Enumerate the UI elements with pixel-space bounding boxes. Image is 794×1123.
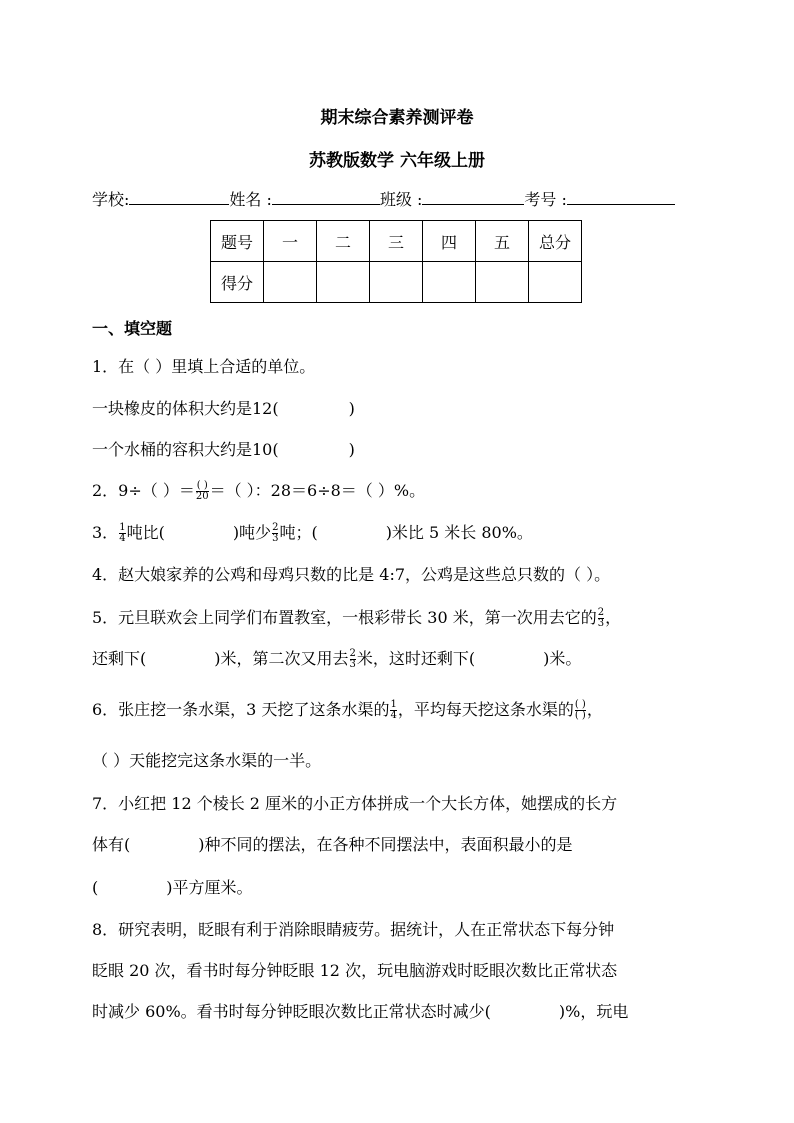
question-8-part-a: 时减少 60%。看书时每分钟眨眼次数比正常状态时减少( [92, 1002, 491, 1021]
question-1-stem: 1．在（ ）里填上合适的单位。 [92, 357, 316, 376]
question-5-fraction-2 [350, 649, 356, 670]
fraction-numerator: ( ) [196, 480, 208, 491]
score-input-cell[interactable] [476, 262, 529, 303]
question-6-fraction-1 [390, 700, 396, 721]
question-4: 4．赵大娘家养的公鸡和母鸡只数的比是 4:7，公鸡是这些总只数的（ ）。 [92, 565, 611, 584]
question-8-line-1: 8．研究表明，眨眼有利于消除眼睛疲劳。据统计，人在正常状态下每分钟 [92, 920, 615, 939]
question-3-part-4: )米比 5 米长 80%。 [385, 523, 533, 542]
question-7-line-1: 7．小红把 12 个棱长 2 厘米的小正方体拼成一个大长方体，她摆成的长方 [92, 794, 618, 813]
question-5-part-c: 米，这时还剩下( [356, 649, 476, 668]
class-field[interactable] [422, 186, 524, 205]
question-3-number: 3． [92, 523, 119, 542]
question-3-fraction-1 [119, 523, 125, 544]
fraction-denominator: 4 [119, 533, 126, 544]
question-7-part-c: ( [92, 878, 99, 897]
question-1b-text: 一个水桶的容积大约是10( [92, 440, 279, 459]
question-5-fraction-1 [598, 608, 604, 629]
fraction-numerator: 1 [119, 522, 126, 533]
question-7-part-d: )平方厘米。 [166, 878, 253, 897]
question-5-line-2 [92, 648, 581, 670]
question-5-text: 5．元旦联欢会上同学们布置教室，一根彩带长 30 米，第一次用去它的 [92, 608, 597, 627]
score-table-cell: 题号 [211, 221, 264, 262]
question-8-line-2: 眨眼 20 次，看书时每分钟眨眼 12 次，玩电脑游戏时眨眼次数比正常状态 [92, 961, 618, 980]
score-row-label: 得分 [211, 262, 264, 303]
question-3-part-2: )吨少 [232, 523, 272, 542]
fraction-numerator: 2 [597, 607, 605, 618]
question-3-part-3: 吨；( [279, 523, 318, 542]
question-6-fraction-2[interactable] [575, 700, 586, 721]
score-table-score-row [211, 262, 582, 303]
question-2-start: 2．9÷（ ）＝ [92, 481, 195, 500]
question-6-line-2: （ ）天能挖完这条水渠的一半。 [92, 751, 322, 770]
exam-subtitle: 苏教版数学 六年级上册 [309, 151, 485, 171]
score-table-cell: 三 [370, 221, 423, 262]
score-table-header-row [211, 221, 582, 262]
question-1a-close: ) [348, 399, 355, 418]
question-1b-close: ) [348, 440, 355, 459]
name-field[interactable] [272, 186, 380, 205]
score-input-cell[interactable] [370, 262, 423, 303]
school-label: 学校: [92, 190, 130, 209]
question-3-part-1: 吨比( [126, 523, 165, 542]
question-8-part-b: )%，玩电 [558, 1002, 629, 1021]
question-5-part-b: )米，第二次又用去 [214, 649, 349, 668]
info-line [92, 186, 675, 211]
question-5-line-1-end: ， [605, 608, 622, 627]
class-label: 班级 : [379, 190, 423, 209]
question-7-part-a: 体有( [92, 835, 131, 854]
question-2 [92, 480, 425, 502]
section-heading: 一、填空题 [92, 319, 173, 338]
score-table-cell: 二 [317, 221, 370, 262]
fraction-numerator: 2 [272, 522, 279, 533]
score-table-cell: 总分 [529, 221, 582, 262]
question-5-part-a: 还剩下( [92, 649, 147, 668]
score-input-cell[interactable] [529, 262, 582, 303]
exam-number-label: 考号 : [524, 190, 567, 209]
question-1b [92, 439, 355, 461]
question-7-line-2 [92, 834, 573, 856]
fraction-denominator: 4 [390, 710, 397, 721]
fraction-numerator: ( ) [574, 699, 586, 710]
question-6-part-b: ，平均每天挖这条水渠的 [397, 700, 574, 719]
exam-number-field[interactable] [567, 186, 675, 205]
name-label: 姓名 : [229, 190, 272, 209]
score-table [210, 220, 582, 303]
question-1a-text: 一块橡皮的体积大约是12( [92, 399, 279, 418]
score-input-cell[interactable] [317, 262, 370, 303]
question-2-end: ＝（ ）：28＝6÷8＝（ ）%。 [209, 481, 426, 500]
question-7-part-b: )种不同的摆法，在各种不同摆法中，表面积最小的是 [198, 835, 573, 854]
question-5-part-d: )米。 [543, 649, 582, 668]
fraction-denominator: 3 [272, 533, 279, 544]
question-6-part-a: 6．张庄挖一条水渠，3 天挖了这条水渠的 [92, 700, 390, 719]
question-5-line-1 [92, 607, 621, 629]
exam-title: 期末综合素养测评卷 [320, 108, 474, 128]
fraction-numerator: 2 [349, 648, 356, 659]
score-table-cell: 四 [423, 221, 476, 262]
fraction-numerator: 1 [390, 699, 397, 710]
question-1a [92, 398, 355, 420]
fraction-denominator: 3 [597, 618, 605, 629]
score-input-cell[interactable] [423, 262, 476, 303]
question-6-line-1 [92, 699, 603, 721]
score-table-cell: 五 [476, 221, 529, 262]
question-3 [92, 522, 533, 544]
question-2-fraction [196, 481, 209, 502]
score-input-cell[interactable] [264, 262, 317, 303]
question-3-fraction-2 [272, 523, 278, 544]
fraction-denominator: ( ) [574, 710, 586, 721]
score-table-cell: 一 [264, 221, 317, 262]
question-8-line-3 [92, 1001, 628, 1023]
question-6-part-c: ， [586, 700, 603, 719]
fraction-denominator: 20 [195, 491, 209, 502]
question-7-line-3 [92, 877, 253, 899]
fraction-denominator: 3 [349, 659, 356, 670]
school-field[interactable] [129, 186, 229, 205]
